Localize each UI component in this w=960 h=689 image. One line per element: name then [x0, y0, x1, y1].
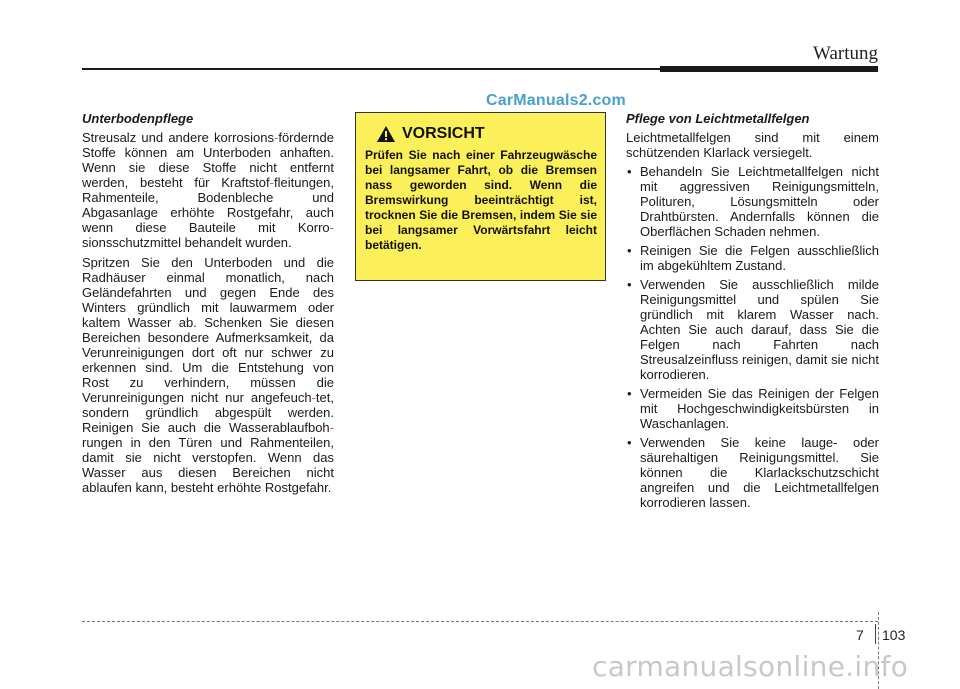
- chapter-number: 7: [856, 627, 864, 643]
- watermark-bottom: carmanualsonline.info: [592, 650, 909, 683]
- left-column: [82, 111, 334, 495]
- list-item: • Verwenden Sie ausschließlich milde Reinigungsmittel und spülen Sie gründlich mit klarem Wasser nach. Achten Sie auch darauf, dass Sie die Felgen nach Fahrten nach Streusalzeinfluss reinigen, damit sie nicht korrodieren.: [627, 277, 879, 382]
- alloy-wheels-intro: Leichtmetallfelgen sind mit einem schützenden Klarlack versiegelt.: [626, 130, 879, 160]
- section-title: Wartung: [813, 43, 878, 64]
- bullet-icon: •: [627, 243, 632, 258]
- list-item: • Vermeiden Sie das Reinigen der Felgen mit Hochgeschwindigkeitsbürsten in Waschanlagen.: [627, 386, 879, 431]
- right-column: [626, 111, 879, 514]
- alloy-wheels-list: [626, 164, 879, 510]
- list-item: • Behandeln Sie Leichtmetallfelgen nicht mit aggressiven Reinigungsmitteln, Polituren, Lösungsmitteln oder Drahtbürsten. Andernfalls können die Oberflächen Schaden nehmen.: [627, 164, 879, 239]
- caution-title: VORSICHT: [402, 125, 485, 142]
- caution-box: [355, 112, 606, 281]
- underbody-heading: Unterbodenpflege: [82, 111, 194, 126]
- watermark-top: CarManuals2.com: [486, 92, 626, 109]
- underbody-paragraph-2: Spritzen Sie den Unterboden und die Radhäuser einmal monatlich, nach Geländefahrten und gegen Ende des Winters gründlich mit lauwarmem oder kaltem Wasser ab. Schenken Sie diesen Bereichen besondere Aufmerksamkeit, da Verunreinigungen dort oft nur schwer zu erkennen sind. Um die Entstehung von Rost zu verhindern, müssen die Verunreinigungen nicht nur angefeuch-tet, sondern gründlich abgespült werden. Reinigen Sie auch die Wasserablaufboh-rungen in den Türen und Rahmenteilen, damit sie nicht verstopfen. Wenn das Wasser aus diesen Bereichen nicht ablaufen kann, besteht erhöhte Rostgefahr.: [82, 255, 334, 495]
- bullet-icon: •: [627, 435, 632, 450]
- header-tab-bar: [660, 66, 878, 72]
- caution-text: Prüfen Sie nach einer Fahrzeugwäsche bei langsamer Fahrt, ob die Bremsen nass geworden sind. Wenn die Bremswirkung beeinträchtigt ist, trocknen Sie die Bremsen, indem Sie sie bei langsamer Vorwärtsfahrt leicht betätigen.: [365, 148, 597, 252]
- underbody-paragraph-1: Streusalz und andere korrosions-fördernde Stoffe können am Unterboden anhaften. Wenn sie diese Stoffe nicht entfernt werden, besteht für Kraftstof-fleitungen, Rahmenteile, Bodenbleche und Abgasanlage erhöhte Rostgefahr, auch wenn diese Bauteile mit Korro-sionsschutzmittel behandelt wurden.: [82, 130, 334, 250]
- caution-title-row: [376, 125, 485, 143]
- alloy-wheels-heading: Pflege von Leichtmetallfelgen: [626, 111, 810, 126]
- warning-triangle-icon: [376, 125, 396, 143]
- list-item: • Verwenden Sie keine lauge- oder säurehaltigen Reinigungsmittel. Sie können die Klarlackschutzschicht angreifen und die Leichtmetallfelgen korrodieren lassen.: [627, 435, 879, 510]
- page-number-divider: [875, 624, 876, 644]
- page-number: 103: [882, 627, 906, 643]
- bullet-icon: •: [627, 277, 632, 292]
- footer-rule: [82, 621, 878, 622]
- bullet-icon: •: [627, 386, 632, 401]
- bullet-icon: •: [627, 164, 632, 179]
- list-item: • Reinigen Sie die Felgen ausschließlich im abgekühltem Zustand.: [627, 243, 879, 273]
